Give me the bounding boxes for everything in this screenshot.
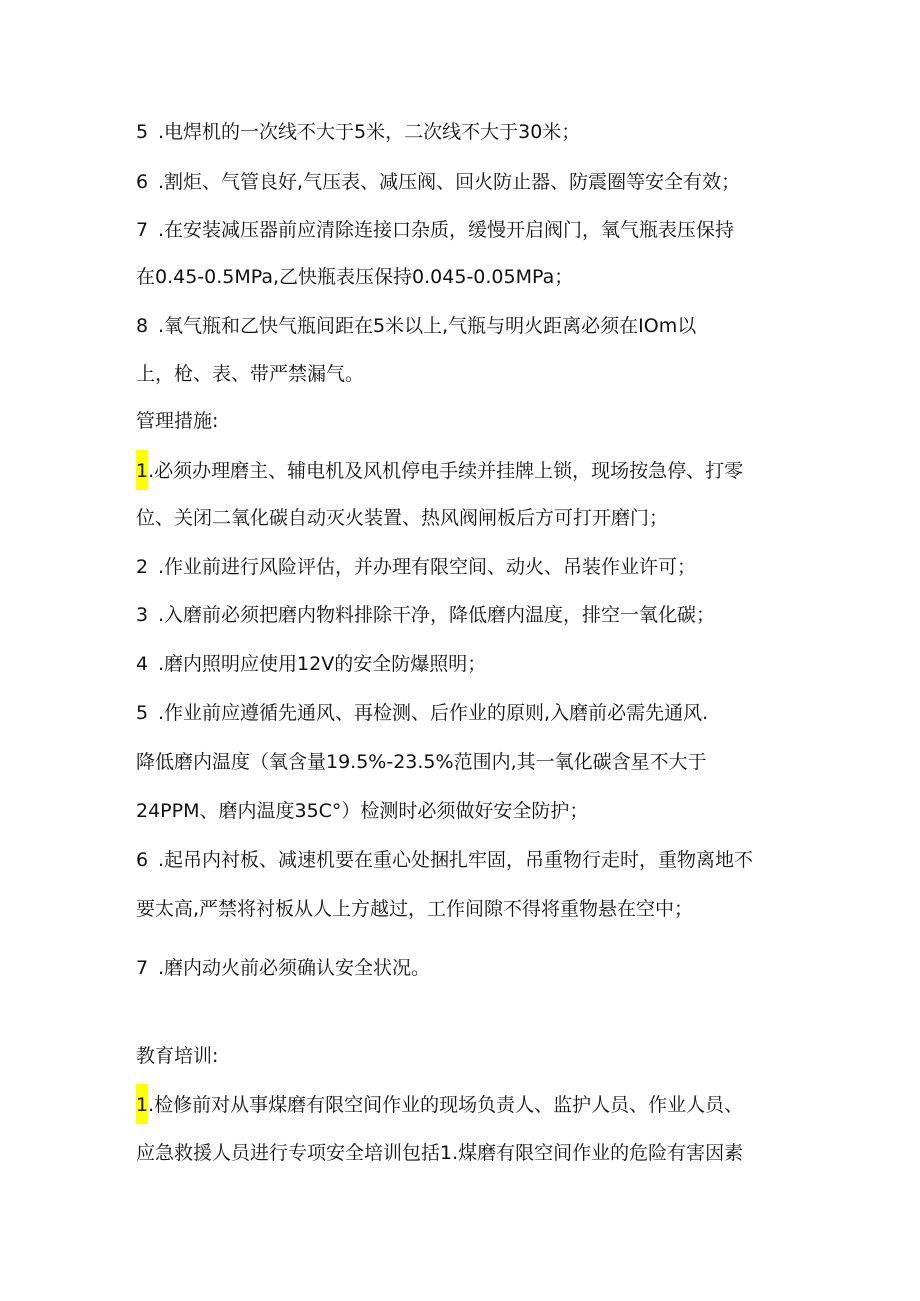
item-6 [136,169,740,195]
item-text: .起吊内衬板、减速机要在重心处捆扎牢固，吊重物行走时，重物离地不 [158,849,754,871]
management-item-5-continuation-2 [136,798,588,824]
management-item-5-continuation-1 [136,749,707,775]
item-number: 5 [136,121,149,143]
item-text: .磨内照明应使用12V的安全防爆照明； [158,653,487,675]
item-text: .磨内动火前必须确认安全状况。 [158,957,431,979]
item-number: 6 [136,849,149,871]
item-5 [136,119,580,145]
item-7-continuation [136,264,573,290]
item-text: .电焊机的一次线不大于5米，二次线不大于30米； [158,121,581,143]
management-item-4 [136,651,486,677]
item-7 [136,217,734,243]
item-text: .必须办理磨主、辅电机及风机停电手续并挂牌上锁，现场按急停、打零 [148,460,744,482]
item-text: .作业前进行风险评估，并办理有限空间、动火、吊装作业许可； [158,556,697,578]
item-number: 6 [136,171,149,193]
highlighted-number: 1 [136,450,148,490]
training-item-1 [136,1092,743,1118]
management-item-2 [136,554,696,580]
management-item-6 [136,847,753,873]
management-item-6-continuation [136,896,693,922]
management-item-1 [136,458,743,484]
item-number: 7 [136,219,149,241]
item-8 [136,313,696,339]
item-number: 3 [136,604,149,626]
item-text: 要太高,严禁将衬板从人上方越过，工作间隙不得将重物悬在空中； [136,898,694,920]
item-number: 5 [136,702,149,724]
management-item-5 [136,700,708,726]
item-text: .入磨前必须把磨内物料排除干净，降低磨内温度，排空一氧化碳； [158,604,716,626]
item-text: 在0.45-0.5MPa,乙快瓶表压保持0.045-0.05MPa； [136,266,574,288]
management-item-1-continuation [136,505,668,531]
item-text: 降低磨内温度（氧含量19.5%-23.5%范围内,其一氧化碳含星不大于 [136,751,707,773]
item-8-continuation [136,361,364,387]
item-number: 7 [136,957,149,979]
highlighted-number: 1 [136,1084,148,1124]
item-text: 位、关闭二氧化碳自动灭火装置、热风阀闸板后方可打开磨门； [136,507,669,529]
training-heading: 教育培训: [136,1045,219,1067]
management-item-3 [136,602,715,628]
management-item-7 [136,955,430,981]
item-text: 应急救援人员进行专项安全培训包括1.煤磨有限空间作业的危险有害因素 [136,1142,744,1164]
item-text: .在安装减压器前应清除连接口杂质，缓慢开启阀门，氧气瓶表压保持 [158,219,735,241]
item-number: 2 [136,556,149,578]
item-text: .割炬、气管良好,气压表、减压阀、回火防止器、防震圈等安全有效； [158,171,741,193]
item-number: 8 [136,315,149,337]
training-item-1-continuation [136,1140,743,1166]
management-heading: 管理措施: [136,410,219,432]
item-text: .作业前应遵循先通风、再检测、后作业的原则,入磨前必需先通风. [158,702,709,724]
item-text: .检修前对从事煤磨有限空间作业的现场负责人、监护人员、作业人员、 [148,1094,744,1116]
item-text: 上，枪、表、带严禁漏气。 [136,363,365,385]
item-number: 4 [136,653,149,675]
item-text: .氧气瓶和乙快气瓶间距在5米以上,气瓶与明火距离必须在IOm以 [158,315,697,337]
item-text: 24PPM、磨内温度35C°）检测时必须做好安全防护； [136,800,589,822]
